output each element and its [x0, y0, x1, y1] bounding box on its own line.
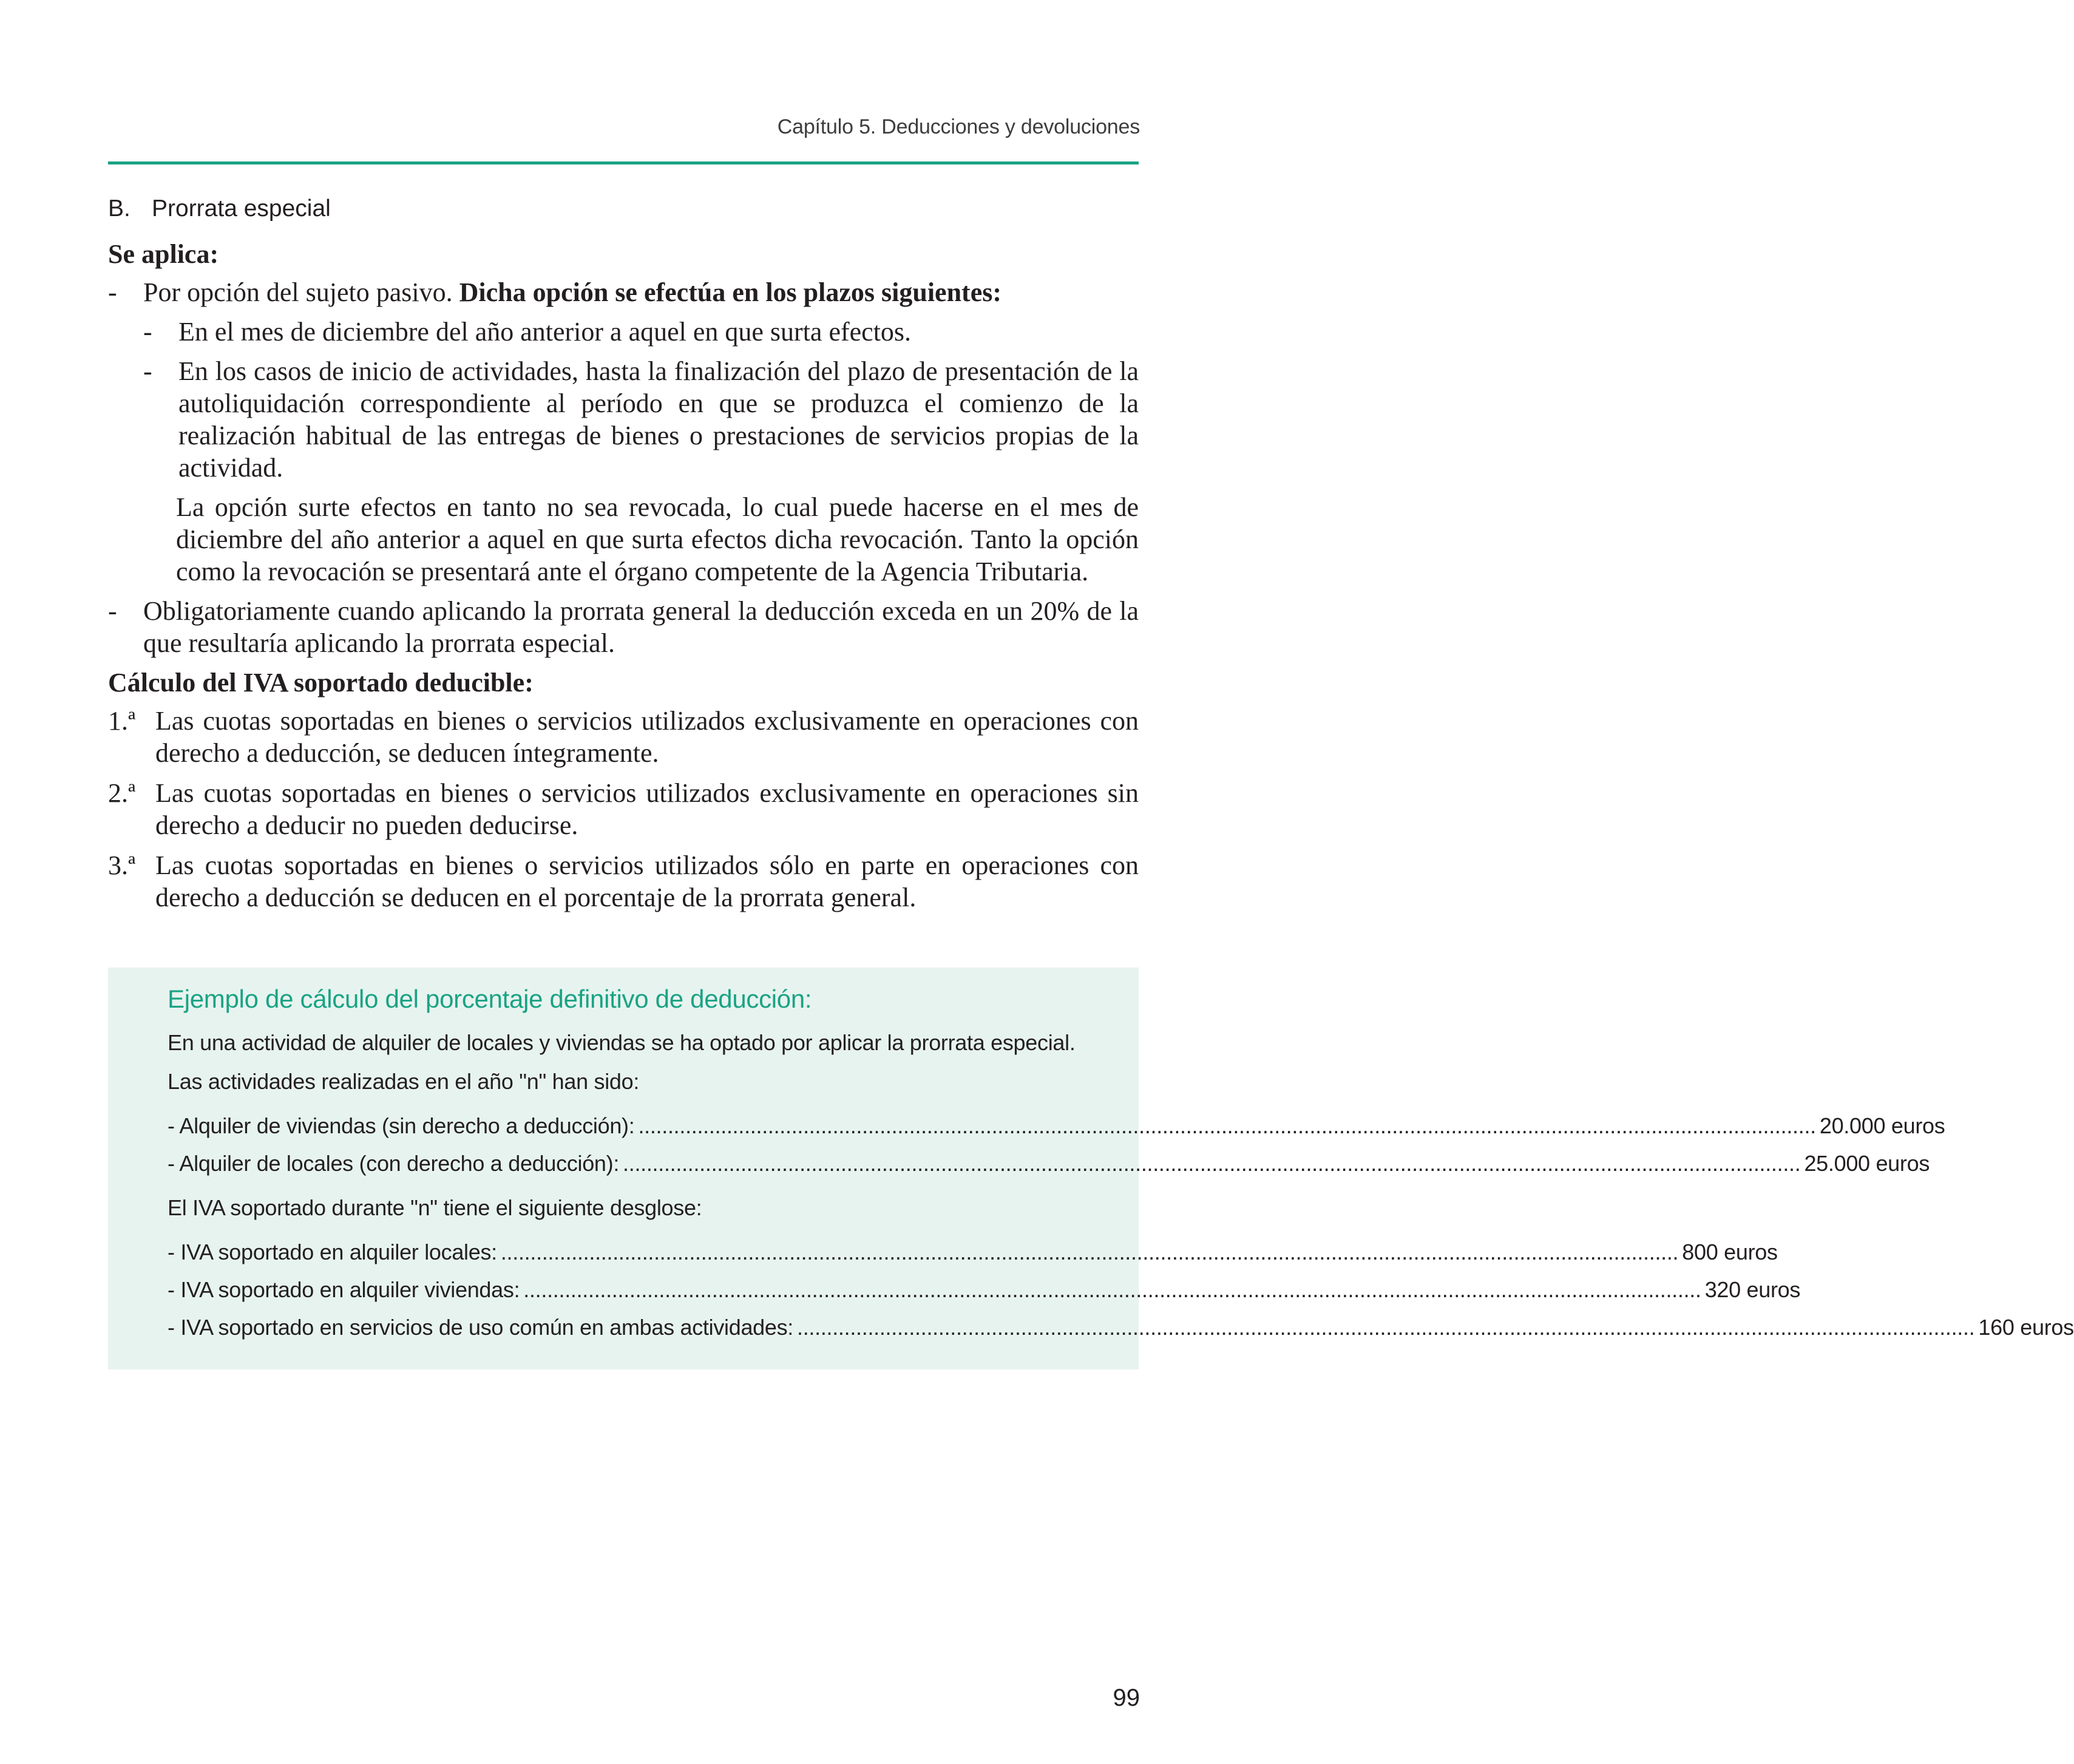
iva-value: 800 euros — [1682, 1240, 1778, 1264]
dot-leader: ........................................................................................................................................................................................................ — [797, 1315, 1975, 1340]
activity-label: - Alquiler de locales (con derecho a deducción): — [168, 1151, 620, 1176]
applies-label: Se aplica: — [108, 239, 219, 269]
activity-row — [168, 1145, 1930, 1182]
example-iva-label: El IVA soportado durante "n" tiene el siguiente desglose: — [168, 1195, 702, 1220]
item-text: Las cuotas soportadas en bienes o servicios utilizados sólo en parte en operaciones con derecho a deducción se deducen en el porcentaje de la prorrata general. — [155, 850, 1139, 912]
list-item-mandatory — [108, 595, 1139, 659]
section-letter: B. — [108, 195, 130, 222]
dash-marker: - — [143, 356, 152, 386]
item-number: 3.ª — [108, 850, 136, 880]
dash-marker: - — [108, 596, 117, 626]
iva-row — [168, 1271, 1801, 1309]
item-text: Las cuotas soportadas en bienes o servicios utilizados exclusivamente en operaciones con derecho a deducción, se deducen íntegramente. — [155, 706, 1139, 768]
numbered-item — [108, 849, 1139, 914]
mandatory-text: Obligatoriamente cuando aplicando la prorrata general la deducción exceda en un 20% de la que resultaría aplicando la prorrata especial. — [143, 596, 1139, 658]
numbered-item — [108, 705, 1139, 769]
list-subitem-text: En el mes de diciembre del año anterior a aquel en que surta efectos. — [178, 317, 912, 347]
iva-value: 160 euros — [1978, 1315, 2074, 1340]
list-subitem-text: En los casos de inicio de actividades, hasta la finalización del plazo de presentación de la autoliquidación correspondiente al período en que se produzca el comienzo de la realización habitual de las entregas de bienes o prestaciones de servicios propias de la actividad. — [178, 356, 1139, 483]
activity-value: 20.000 euros — [1819, 1113, 1945, 1138]
dot-leader: ........................................................................................................................................................................................................ — [500, 1240, 1679, 1264]
iva-row — [168, 1309, 2074, 1346]
example-intro: En una actividad de alquiler de locales y viviendas se ha optado por aplicar la prorrata especial. — [168, 1030, 1076, 1055]
item-text: Las cuotas soportadas en bienes o servicios utilizados exclusivamente en operaciones sin derecho a deducir no pueden deducirse. — [155, 778, 1139, 840]
iva-value: 320 euros — [1704, 1277, 1801, 1302]
iva-label: - IVA soportado en servicios de uso común en ambas actividades: — [168, 1315, 794, 1340]
section-title: Prorrata especial — [152, 195, 331, 222]
section-heading — [108, 195, 1139, 222]
list-subitem — [108, 316, 1139, 348]
main-content — [108, 195, 1139, 921]
list-subitem — [108, 355, 1139, 484]
activity-value: 25.000 euros — [1804, 1151, 1930, 1176]
dot-leader: ........................................................................................................................................................................................................ — [638, 1113, 1816, 1138]
list-item-option — [108, 276, 1139, 308]
numbered-item — [108, 777, 1139, 841]
example-title: Ejemplo de cálculo del porcentaje definitivo de deducción: — [168, 985, 812, 1013]
dot-leader: ........................................................................................................................................................................................................ — [523, 1277, 1701, 1302]
example-activities-label: Las actividades realizadas en el año "n" han sido: — [168, 1069, 640, 1094]
dash-marker: - — [143, 317, 152, 347]
example-box — [108, 968, 2074, 1369]
iva-label: - IVA soportado en alquiler locales: — [168, 1240, 497, 1264]
page-number: 99 — [1113, 1684, 1140, 1711]
item-number: 1.ª — [108, 706, 136, 736]
activity-row — [168, 1107, 1945, 1145]
header-rule — [108, 161, 1139, 165]
calc-label: Cálculo del IVA soportado deducible: — [108, 668, 534, 697]
option-text-bold: Dicha opción se efectúa en los plazos siguientes: — [459, 277, 1002, 307]
dash-marker: - — [108, 277, 117, 307]
running-header: Capítulo 5. Deducciones y devoluciones — [777, 115, 1140, 138]
activity-label: - Alquiler de viviendas (sin derecho a deducción): — [168, 1113, 635, 1138]
item-number: 2.ª — [108, 778, 136, 808]
dot-leader: ........................................................................................................................................................................................................ — [623, 1151, 1801, 1176]
iva-label: - IVA soportado en alquiler viviendas: — [168, 1277, 520, 1302]
option-text: Por opción del sujeto pasivo. — [143, 277, 453, 307]
option-note: La opción surte efectos en tanto no sea revocada, lo cual puede hacerse en el mes de diciembre del año anterior a aquel en que surta efectos dicha revocación. Tanto la opción como la revocación se presentará ante el órgano competente de la Agencia Tributaria. — [176, 492, 1139, 586]
iva-row — [168, 1233, 1778, 1271]
